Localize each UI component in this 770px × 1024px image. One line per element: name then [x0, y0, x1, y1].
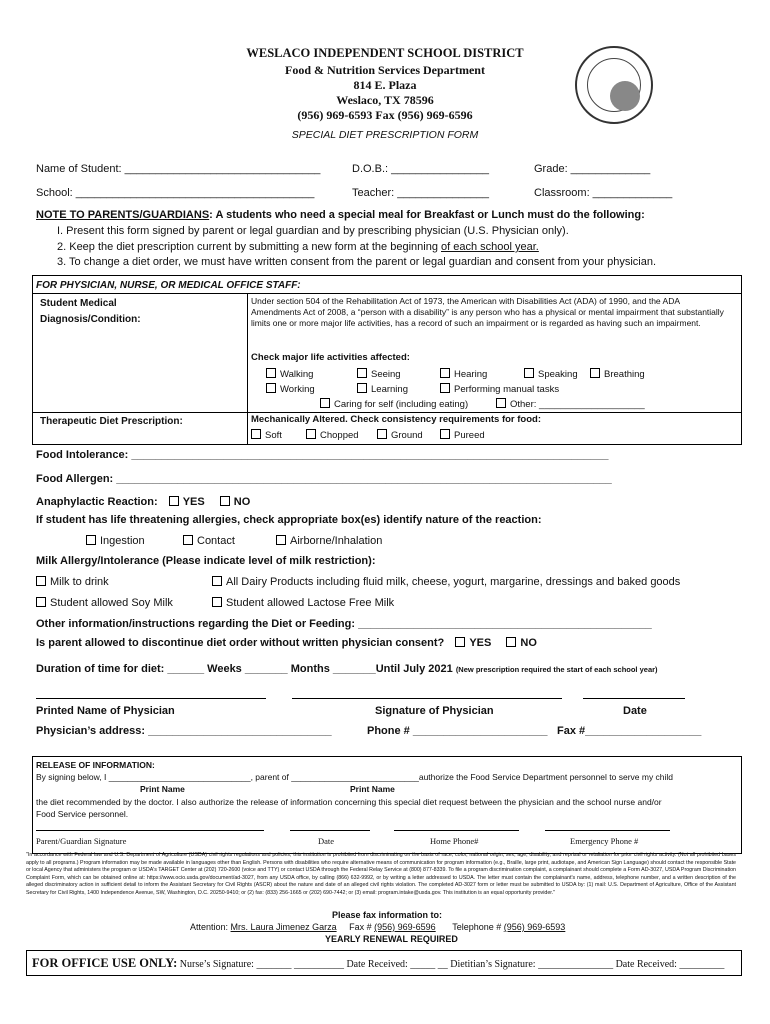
checkbox[interactable]	[169, 496, 179, 506]
printed-name-label: Printed Name of Physician	[36, 705, 175, 717]
reaction-airborne-label: Airborne/Inhalation	[290, 535, 383, 547]
checkbox[interactable]	[220, 496, 230, 506]
fax-attention	[190, 922, 565, 933]
home-phone-label: Home Phone#	[430, 836, 479, 846]
discontinue-no-label: NO	[520, 637, 537, 649]
duration-field[interactable]	[36, 663, 658, 676]
note-heading-rest: : A students who need a special meal for Breakfast or Lunch must do the following:	[209, 209, 645, 221]
reaction-ingestion[interactable]	[86, 535, 145, 548]
fax-label: Fax #	[349, 922, 372, 932]
school-field[interactable]: School: _______________________________________	[36, 187, 315, 199]
checkbox[interactable]	[320, 398, 330, 408]
fax-number: (956) 969-6596	[374, 922, 436, 932]
diagnosis-label: Student Medical Diagnosis/Condition:	[40, 298, 141, 325]
activity-breathing[interactable]	[590, 368, 645, 381]
activity-hearing[interactable]	[440, 368, 487, 381]
district-name: WESLACO INDEPENDENT SCHOOL DISTRICT	[246, 46, 524, 60]
checkbox[interactable]	[440, 368, 450, 378]
note-item-2	[57, 241, 539, 254]
checkbox[interactable]	[266, 383, 276, 393]
checkbox[interactable]	[36, 576, 46, 586]
activity-breathing-label: Breathing	[604, 369, 645, 380]
parent-date-label: Date	[318, 836, 335, 846]
milk-soy[interactable]	[36, 597, 173, 610]
activity-hearing-label: Hearing	[454, 369, 488, 380]
office-use-row	[32, 956, 724, 972]
release-print-name-2: Print Name	[350, 784, 395, 794]
yearly-renewal: YEARLY RENEWAL REQUIRED	[325, 934, 458, 944]
address-line-1: 814 E. Plaza	[353, 78, 417, 92]
anaphylactic-no[interactable]	[220, 496, 234, 508]
activity-manual-tasks[interactable]	[440, 383, 559, 396]
checkbox[interactable]	[306, 429, 316, 439]
grade-field[interactable]: Grade: _____________	[534, 163, 651, 175]
attention-label: Attention:	[190, 922, 229, 932]
consistency-soft-label: Soft	[265, 430, 282, 441]
food-intolerance-field[interactable]: Food Intolerance: ______________________________________________________________________________	[36, 449, 609, 461]
release-line-2: the diet recommended by the doctor. I also authorize the release of information concerning this special diet request between the physician and the school nurse and/or	[36, 797, 662, 807]
activity-working[interactable]	[266, 383, 315, 396]
usda-nondiscrimination-statement: "In accordance with Federal law and U.S. Department of Agriculture (USDA) civil rights regulations and policies, this institution is prohibited from discriminating on the basis of race, color, national origin, sex, age, disability, and reprisal or retaliation for prior civil rights activity. (Not all prohibited bases apply to all programs.) Program information may be made available in languages other than English. Persons with disabilities who require alternative means of communication for program information (e.g., Braille, large print, audiotape, and American Sign Language) should contact the responsible State or local Agency that administers the program or USDA's TARGET Center at (202) 720-2600 (voice and TTY) or contact USDA through the Federal Relay Service at (800) 877-8339. To file a program discrimination complaint, a complainant should complete a Form AD-3027, USDA Program Discrimination Complaint Form, which can be obtained online at: https://www.ocio.usda.gov/document/ad-3027, from any USDA office, by calling (866) 632-9992, or by writing a letter addressed to USDA. The letter must contain the complainant's name, address, telephone number, and a written description of the alleged discriminatory action in sufficient detail to inform the Assistant Secretary for Civil Rights (ASCR) about the nature and date of an alleged civil rights violation. The completed AD-3027 form or letter must be submitted to USDA by: (1) mail: U.S. Department of Agriculture, Office of the Assistant Secretary for Civil Rights, 1400 Independence Avenue, SW, Washington, D.C. 20250-9410; or (2) fax: (833) 256-1665 or (202) 690-7442; or (3) email: program.intake@usda.gov. This institution is an equal opportunity provider."	[26, 852, 736, 896]
activity-learning-label: Learning	[371, 384, 408, 395]
teacher-field[interactable]: Teacher: _______________	[352, 187, 490, 199]
department-name: Food & Nutrition Services Department	[285, 63, 485, 77]
parent-signature-line[interactable]	[36, 830, 264, 831]
release-print-name-1: Print Name	[140, 784, 185, 794]
anaphylactic-yes-label: YES	[182, 496, 205, 508]
checkbox[interactable]	[212, 576, 222, 586]
consistency-pureed-label: Pureed	[454, 430, 485, 441]
note-item-2-text: 2. Keep the diet prescription current by submitting a new form at the beginning	[57, 241, 441, 253]
food-allergen-field[interactable]: Food Allergen: _________________________________________________________________________________	[36, 473, 612, 485]
consistency-chopped[interactable]	[306, 429, 359, 442]
student-name-field[interactable]: Name of Student: ________________________________	[36, 163, 321, 175]
note-heading	[36, 209, 645, 222]
checkbox[interactable]	[266, 368, 276, 378]
checkbox[interactable]	[36, 597, 46, 607]
release-heading: RELEASE OF INFORMATION:	[36, 760, 155, 770]
checkbox[interactable]	[86, 535, 96, 545]
activity-walking-label: Walking	[280, 369, 314, 380]
milk-allergy-heading: Milk Allergy/Intolerance (Please indicate level of milk restriction):	[36, 555, 376, 567]
checkbox[interactable]	[590, 368, 600, 378]
dob-field[interactable]: D.O.B.: ________________	[352, 163, 490, 175]
reaction-ingestion-label: Ingestion	[100, 535, 145, 547]
checkbox[interactable]	[455, 637, 465, 647]
signature-label: Signature of Physician	[375, 705, 494, 717]
checkbox[interactable]	[212, 597, 222, 607]
activity-caring-self[interactable]	[320, 398, 468, 411]
activity-seeing-label: Seeing	[371, 369, 401, 380]
other-info-field[interactable]: Other information/instructions regarding the Diet or Feeding: ________________________________________________	[36, 618, 652, 630]
activity-working-label: Working	[280, 384, 315, 395]
physician-phone-field[interactable]: Phone # ______________________	[367, 725, 548, 737]
discontinue-question	[36, 637, 537, 650]
checkbox[interactable]	[251, 429, 261, 439]
physician-column-divider	[247, 293, 248, 445]
activity-learning[interactable]	[357, 383, 408, 396]
discontinue-yes[interactable]	[455, 637, 469, 649]
address-line-2: Weslaco, TX 78596	[336, 93, 434, 107]
discontinue-label: Is parent allowed to discontinue diet order without written physician consent?	[36, 637, 445, 649]
reaction-contact[interactable]	[183, 535, 235, 548]
milk-lactose-free-label: Student allowed Lactose Free Milk	[226, 597, 395, 609]
note-heading-underlined: NOTE TO PARENTS/GUARDIANS	[36, 209, 210, 221]
fax-heading: Please fax information to:	[332, 910, 443, 920]
checkbox[interactable]	[496, 398, 506, 408]
checkbox[interactable]	[183, 535, 193, 545]
activity-other[interactable]	[496, 398, 645, 411]
checkbox[interactable]	[506, 637, 516, 647]
discontinue-yes-label: YES	[469, 637, 492, 649]
note-item-3: 3. To change a diet order, we must have written consent from the parent or legal guardian and consent from your physician.	[57, 256, 657, 268]
milk-lactose-free[interactable]	[212, 597, 394, 610]
activity-other-label: Other: ____________________	[510, 399, 645, 410]
phone-fax-line: (956) 969-6593 Fax (956) 969-6596	[297, 108, 473, 122]
parent-signature-label: Parent/Guardian Signature	[36, 836, 127, 846]
milk-to-drink[interactable]	[36, 576, 109, 589]
office-use-fields[interactable]: Nurse’s Signature: _______ __________ Date Received: _____ __ Dietitian’s Signature: _______________ Date Received: _________	[179, 959, 725, 970]
checkbox[interactable]	[276, 535, 286, 545]
consistency-pureed[interactable]	[440, 429, 485, 442]
anaphylactic-reaction	[36, 496, 250, 509]
anaphylactic-yes[interactable]	[169, 496, 183, 508]
checkbox[interactable]	[377, 429, 387, 439]
milk-soy-label: Student allowed Soy Milk	[50, 597, 173, 609]
physician-row-divider	[32, 293, 742, 294]
physician-section-heading: FOR PHYSICIAN, NURSE, OR MEDICAL OFFICE STAFF:	[36, 280, 301, 291]
classroom-field[interactable]: Classroom: _____________	[534, 187, 673, 199]
checkbox[interactable]	[357, 383, 367, 393]
date-label: Date	[623, 705, 647, 717]
discontinue-no[interactable]	[506, 637, 520, 649]
activity-walking[interactable]	[266, 368, 313, 381]
telephone-number: (956) 969-6593	[503, 922, 566, 932]
home-phone-line[interactable]	[394, 830, 519, 831]
note-item-2-underlined: of each school year.	[441, 241, 539, 253]
attention-name: Mrs. Laura Jimenez Garza	[230, 922, 337, 932]
telephone-label: Telephone #	[452, 922, 502, 932]
activity-caring-label: Caring for self (including eating)	[334, 399, 469, 410]
mechanically-altered-text: Mechanically Altered. Check consistency requirements for food:	[251, 414, 542, 425]
milk-all-dairy[interactable]	[212, 576, 680, 589]
therapeutic-diet-label: Therapeutic Diet Prescription:	[40, 416, 183, 427]
checkbox[interactable]	[440, 383, 450, 393]
district-seal-logo	[575, 46, 653, 124]
form-title: SPECIAL DIET PRESCRIPTION FORM	[291, 129, 479, 141]
physician-date-line[interactable]	[583, 698, 685, 699]
activity-speaking[interactable]	[524, 368, 578, 381]
physician-signature-line[interactable]	[292, 698, 562, 699]
anaphylactic-label: Anaphylactic Reaction:	[36, 496, 158, 508]
duration-note: (New prescription required the start of each school year)	[455, 665, 658, 674]
reaction-airborne[interactable]	[276, 535, 382, 548]
life-threatening-heading: If student has life threatening allergies, check appropriate box(es) identify nature of the reaction:	[36, 514, 542, 526]
physician-fax-field[interactable]: Fax #___________________	[557, 725, 702, 737]
activity-speaking-label: Speaking	[538, 369, 578, 380]
checkbox[interactable]	[524, 368, 534, 378]
milk-to-drink-label: Milk to drink	[50, 576, 109, 588]
emergency-phone-line[interactable]	[545, 830, 670, 831]
anaphylactic-no-label: NO	[233, 496, 251, 508]
physician-print-name-line[interactable]	[36, 698, 266, 699]
activities-heading: Check major life activities affected:	[251, 352, 410, 363]
parent-date-line[interactable]	[290, 830, 370, 831]
physician-address-field[interactable]: Physician’s address: ______________________________	[36, 725, 332, 737]
activity-seeing[interactable]	[357, 368, 401, 381]
duration-label: Duration of time for diet: ______ Weeks _______ Months _______Until July 2021	[36, 663, 453, 675]
milk-all-dairy-label: All Dairy Products including fluid milk, cheese, yogurt, margarine, dressings and baked goods	[226, 576, 681, 588]
consistency-soft[interactable]	[251, 429, 282, 442]
office-use-label: FOR OFFICE USE ONLY:	[32, 956, 178, 970]
activity-manual-label: Performing manual tasks	[454, 384, 560, 395]
release-line-1[interactable]: By signing below, I ______________________________, parent of ___________________________authorize the Food Service Department personnel to serve my child	[36, 772, 674, 782]
consistency-ground-label: Ground	[391, 430, 423, 441]
reaction-contact-label: Contact	[197, 535, 235, 547]
consistency-ground[interactable]	[377, 429, 423, 442]
note-item-1: I. Present this form signed by parent or legal guardian and by prescribing physician (U.S. Physician only).	[57, 225, 569, 237]
ada-definition-text: Under section 504 of the Rehabilitation Act of 1973, the American with Disabilities Act (ADA) of 1990, and the ADA Amendments Act of 2008, a “person with a disability” is any person who has a physical or mental impairment that substantially limits one or more major life activities, has a record of such an impairment or is regarded as having such an impairment.	[251, 296, 724, 329]
consistency-chopped-label: Chopped	[320, 430, 359, 441]
physician-row-divider-2	[32, 412, 742, 413]
emergency-phone-label: Emergency Phone #	[570, 836, 639, 846]
checkbox[interactable]	[357, 368, 367, 378]
checkbox[interactable]	[440, 429, 450, 439]
release-line-3: Food Service personnel.	[36, 809, 129, 819]
